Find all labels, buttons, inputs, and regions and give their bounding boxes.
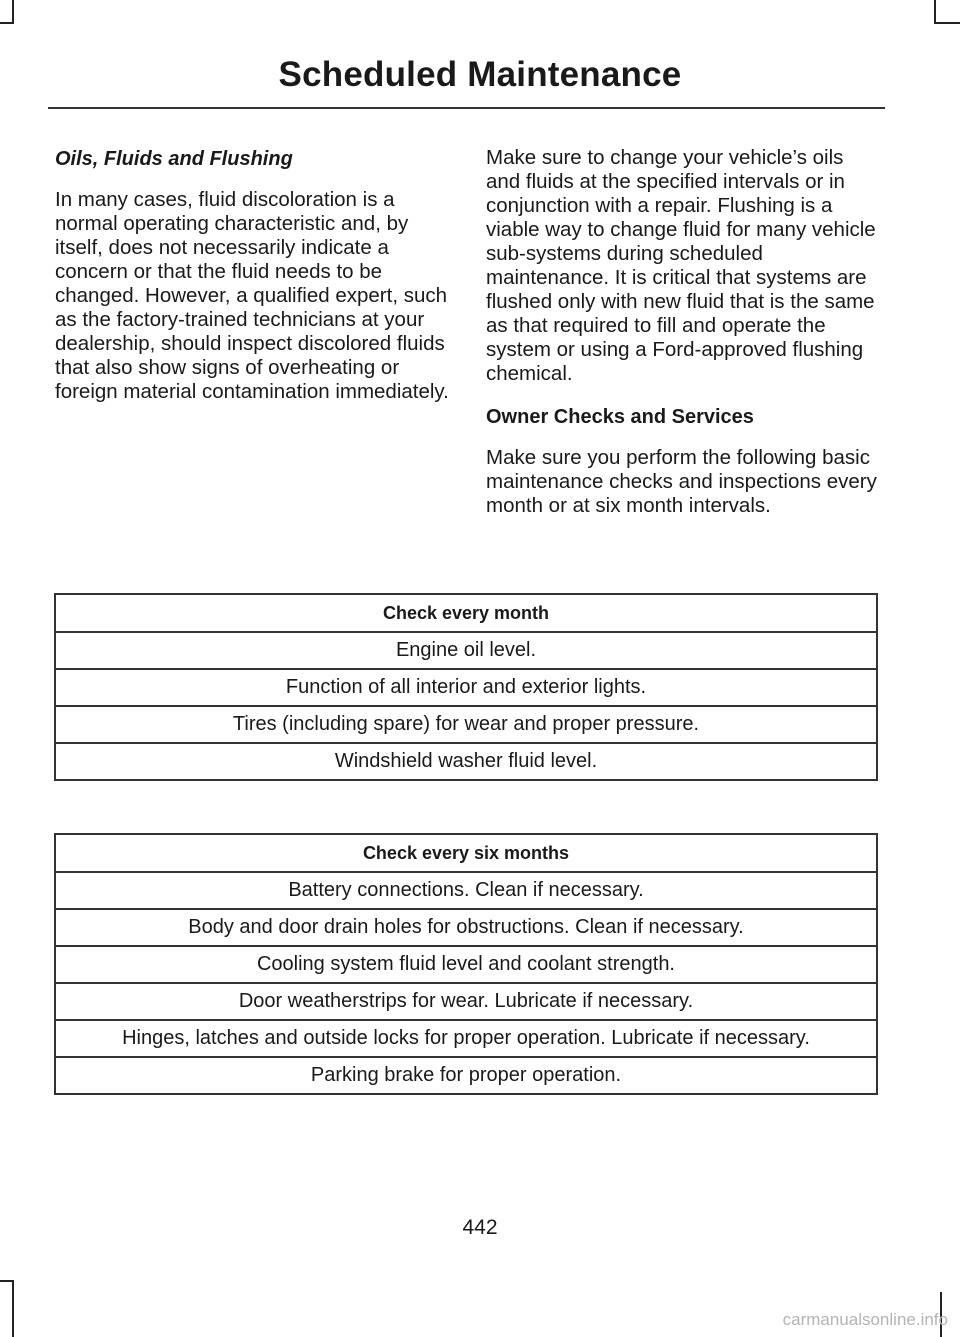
section-heading-owner-checks: Owner Checks and Services [486,406,754,428]
crop-mark-top-left-h [0,22,14,24]
table-cell: Cooling system fluid level and coolant strength. [55,946,877,983]
table-cell: Engine oil level. [55,632,877,669]
table-row [55,983,877,1020]
table-row [55,632,877,669]
monthly-checks-table [54,593,878,781]
table-cell: Battery connections. Clean if necessary. [55,872,877,909]
fluid-change-paragraph: Make sure to change your vehicle’s oils and fluids at the specified intervals or in conjunction with a repair. Flushing is a viable way to change fluid for many vehicle sub-systems during scheduled maintenance. It is critical that systems are flushed only with new fluid that is the same as that required to fill and operate the system or using a Ford-approved flushing chemical. [486,146,876,385]
page-title: Scheduled Maintenance [278,55,682,94]
header-divider [48,107,885,109]
right-column [486,146,880,536]
left-column [55,146,449,422]
owner-checks-paragraph: Make sure you perform the following basic maintenance checks and inspections every month or at six month intervals. [486,446,877,517]
table-row [55,872,877,909]
six-month-table-header: Check every six months [55,834,877,872]
crop-mark-top-right-v [934,0,936,24]
table-row [55,1020,877,1057]
table-row [55,706,877,743]
table-row [55,743,877,780]
fluid-discoloration-paragraph: In many cases, fluid discoloration is a normal operating characteristic and, by itself, does not necessarily indicate a concern or that the fluid needs to be changed. However, a qualified expert, such as the factory-trained technicians at your dealership, should inspect discolored fluids that also show signs of overheating or foreign material contamination immediately. [55,188,449,403]
table-cell: Tires (including spare) for wear and proper pressure. [55,706,877,743]
table-row [55,1057,877,1094]
crop-mark-bottom-left-v [12,1280,14,1337]
six-month-checks-table [54,833,878,1095]
page-number: 442 [462,1216,498,1239]
crop-mark-bottom-left-h [0,1280,14,1282]
monthly-table-header: Check every month [55,594,877,632]
watermark: carmanualsonline.info [782,1310,948,1329]
table-row [55,909,877,946]
table-cell: Windshield washer fluid level. [55,743,877,780]
table-cell: Function of all interior and exterior lights. [55,669,877,706]
table-row [55,669,877,706]
table-row [55,946,877,983]
crop-mark-top-right-h [934,22,960,24]
table-cell: Door weatherstrips for wear. Lubricate if necessary. [55,983,877,1020]
table-cell: Hinges, latches and outside locks for proper operation. Lubricate if necessary. [55,1020,877,1057]
table-cell: Body and door drain holes for obstructions. Clean if necessary. [55,909,877,946]
crop-mark-top-left-v [12,0,14,24]
section-heading-oils-fluids: Oils, Fluids and Flushing [55,148,293,170]
table-cell: Parking brake for proper operation. [55,1057,877,1094]
